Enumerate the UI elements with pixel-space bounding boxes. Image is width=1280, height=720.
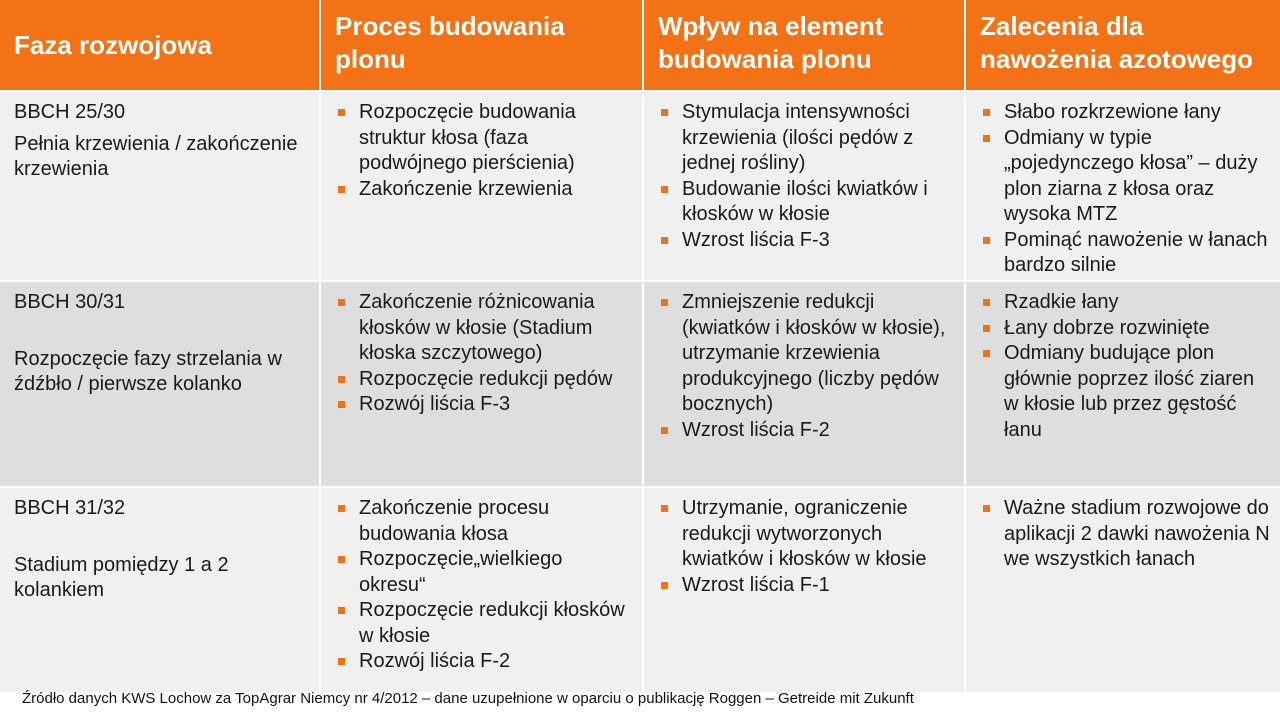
list-item: Rzadkie łany bbox=[980, 290, 1274, 316]
row2-phase-cell bbox=[0, 282, 319, 486]
row3-process-cell bbox=[321, 488, 642, 692]
list-item: Stymulacja intensywności krzewienia (ilości pędów z jednej rośliny) bbox=[658, 100, 952, 177]
bullet-list bbox=[980, 100, 1274, 279]
list-item: Łany dobrze rozwinięte bbox=[980, 316, 1274, 342]
bullet-list bbox=[658, 100, 952, 253]
list-item: Wzrost liścia F-1 bbox=[658, 573, 952, 599]
phase-name: Stadium pomiędzy 1 a 2 kolankiem bbox=[14, 553, 229, 601]
list-item: Rozwój liścia F-3 bbox=[335, 392, 630, 418]
bullet-list bbox=[335, 290, 630, 418]
row2-process-cell bbox=[321, 282, 642, 486]
list-item: Odmiany w typie „pojedynczego kłosa” – duży plon ziarna z kłosa oraz wysoka MTZ bbox=[980, 126, 1274, 228]
list-item: Rozpoczęcie redukcji pędów bbox=[335, 367, 630, 393]
list-item: Rozpoczęcie redukcji kłosków w kłosie bbox=[335, 598, 630, 649]
phase-name: Rozpoczęcie fazy strzelania w źdźbło / pierwsze kolanko bbox=[14, 347, 282, 395]
list-item: Utrzymanie, ograniczenie redukcji wytworzonych kwiatków i kłosków w kłosie bbox=[658, 496, 952, 573]
phase-code: BBCH 25/30 bbox=[14, 101, 126, 123]
list-item: Pominąć nawożenie w łanach bardzo silnie bbox=[980, 228, 1274, 279]
row1-impact-cell bbox=[644, 92, 964, 280]
list-item: Rozpoczęcie„wielkiego okresu“ bbox=[335, 547, 630, 598]
list-item: Ważne stadium rozwojowe do aplikacji 2 dawki nawożenia N we wszystkich łanach bbox=[980, 496, 1274, 573]
row2-recommendations-cell bbox=[966, 282, 1280, 486]
bullet-list bbox=[658, 290, 952, 443]
bullet-list bbox=[335, 100, 630, 202]
row2-impact-cell bbox=[644, 282, 964, 486]
row3-phase-cell bbox=[0, 488, 319, 692]
row1-recommendations-cell bbox=[966, 92, 1280, 280]
row3-recommendations-cell bbox=[966, 488, 1280, 692]
list-item: Rozpoczęcie budowania struktur kłosa (faza podwójnego pierścienia) bbox=[335, 100, 630, 177]
list-item: Zmniejszenie redukcji (kwiatków i kłosków w kłosie), utrzymanie krzewienia produkcyjnego (liczby pędów bocznych) bbox=[658, 290, 952, 418]
phase-name: Pełnia krzewienia / zakończenie krzewienia bbox=[14, 132, 298, 180]
header-recommendations: Zalecenia dla nawożenia azotowego bbox=[966, 0, 1280, 90]
list-item: Wzrost liścia F-2 bbox=[658, 418, 952, 444]
spacer bbox=[14, 322, 307, 347]
header-phase: Faza rozwojowa bbox=[0, 0, 319, 90]
source-note: Źródło danych KWS Lochow za TopAgrar Niemcy nr 4/2012 – dane uzupełnione w oparciu o publikację Roggen – Getreide mit Zukunft bbox=[22, 690, 914, 707]
bullet-list bbox=[980, 290, 1274, 443]
list-item: Słabo rozkrzewione łany bbox=[980, 100, 1274, 126]
list-item: Zakończenie różnicowania kłosków w kłosie (Stadium kłoska szczytowego) bbox=[335, 290, 630, 367]
list-item: Zakończenie krzewienia bbox=[335, 177, 630, 203]
list-item: Budowanie ilości kwiatków i kłosków w kłosie bbox=[658, 177, 952, 228]
list-item: Rozwój liścia F-2 bbox=[335, 649, 630, 675]
list-item: Odmiany budujące plon głównie poprzez ilość ziaren w kłosie lub przez gęstość łanu bbox=[980, 341, 1274, 443]
row1-process-cell bbox=[321, 92, 642, 280]
header-process: Proces budowania plonu bbox=[321, 0, 642, 90]
bullet-list bbox=[980, 496, 1274, 573]
list-item: Zakończenie procesu budowania kłosa bbox=[335, 496, 630, 547]
list-item: Wzrost liścia F-3 bbox=[658, 228, 952, 254]
bullet-list bbox=[335, 496, 630, 675]
spacer bbox=[14, 528, 307, 553]
phase-code: BBCH 30/31 bbox=[14, 291, 126, 313]
bullet-list bbox=[658, 496, 952, 598]
row1-phase-cell bbox=[0, 92, 319, 280]
row3-impact-cell bbox=[644, 488, 964, 692]
header-impact: Wpływ na element budowania plonu bbox=[644, 0, 964, 90]
phase-code: BBCH 31/32 bbox=[14, 497, 126, 519]
